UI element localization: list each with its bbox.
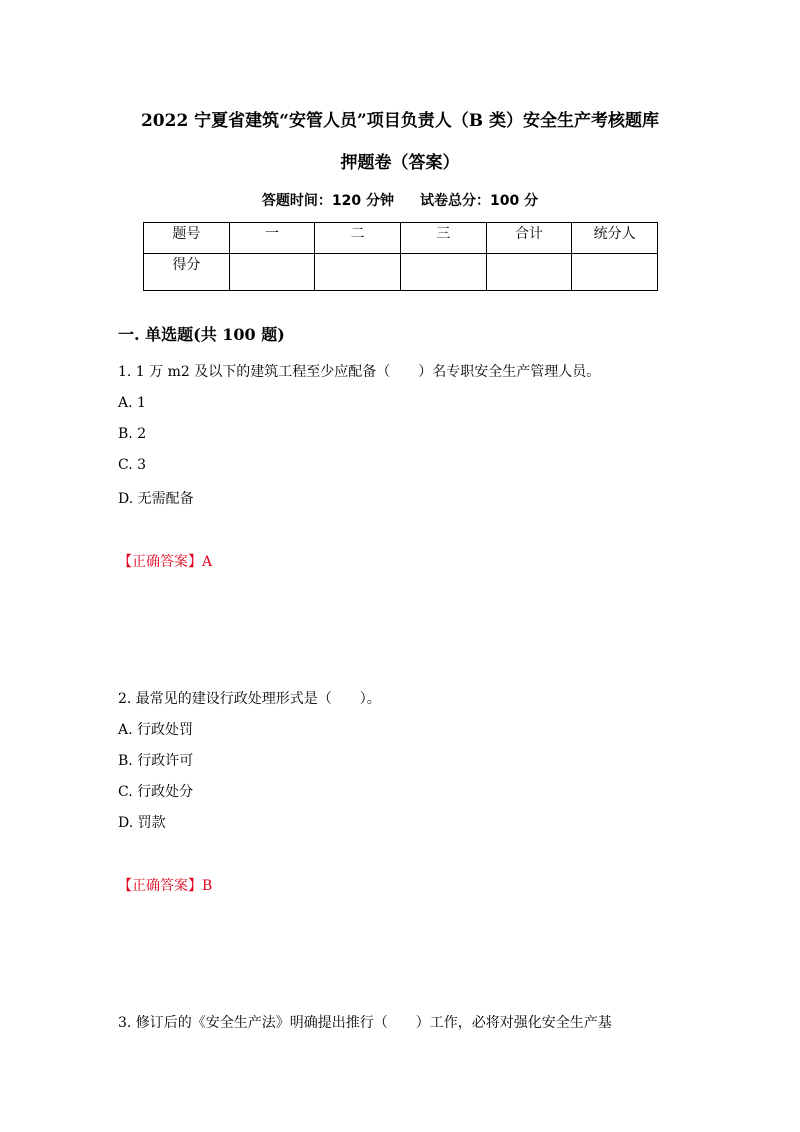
score-table-header-cell: 统分人 — [572, 223, 658, 254]
score-cell — [486, 254, 572, 291]
correct-answer: 【正确答案】A — [118, 554, 213, 570]
correct-answer: 【正确答案】B — [118, 878, 213, 894]
score-table-header-cell: 题号 — [144, 223, 230, 254]
score-table-header-cell: 三 — [400, 223, 486, 254]
exam-time: 答题时间：120 分钟 — [261, 193, 394, 209]
total-score: 试卷总分：100 分 — [420, 193, 539, 209]
section-title: 一. 单选题(共 100 题) — [118, 325, 285, 344]
score-table — [143, 222, 658, 291]
score-table-header-cell: 二 — [315, 223, 401, 254]
question-stem: 2. 最常见的建设行政处理形式是（ ）。 — [118, 691, 381, 707]
score-table-score-row — [144, 254, 658, 291]
question-option: B. 2 — [118, 426, 147, 442]
question-option: A. 1 — [118, 395, 146, 411]
question-stem: 3. 修订后的《安全生产法》明确提出推行（ ）工作，必将对强化安全生产基 — [118, 1015, 612, 1031]
question-option: C. 3 — [118, 457, 147, 473]
score-cell — [572, 254, 658, 291]
document-title-line-1: 2022 宁夏省建筑“安管人员”项目负责人（B 类）安全生产考核题库 — [140, 111, 660, 131]
question-option: D. 罚款 — [118, 815, 166, 831]
question-option: B. 行政许可 — [118, 753, 194, 769]
score-cell — [400, 254, 486, 291]
question-option: A. 行政处罚 — [118, 722, 194, 738]
score-cell — [315, 254, 401, 291]
score-table-header-row — [144, 223, 658, 254]
document-title-line-2: 押题卷（答案） — [340, 153, 460, 173]
score-cell — [229, 254, 315, 291]
exam-meta — [0, 190, 800, 210]
question-stem: 1. 1 万 m2 及以下的建筑工程至少应配备（ ）名专职安全生产管理人员。 — [118, 364, 601, 380]
question-option: D. 无需配备 — [118, 491, 194, 507]
score-row-label: 得分 — [144, 254, 230, 291]
score-table-header-cell: 一 — [229, 223, 315, 254]
question-option: C. 行政处分 — [118, 784, 194, 800]
score-table-header-cell: 合计 — [486, 223, 572, 254]
